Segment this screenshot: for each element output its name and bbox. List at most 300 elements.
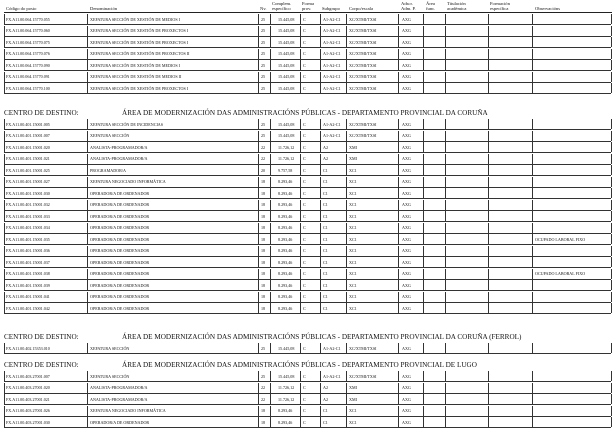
cell-border: [488, 188, 489, 198]
cell-border: [445, 154, 446, 164]
cell-border: [532, 343, 533, 353]
cell-border: [346, 303, 347, 313]
cell-subgrupo: C1: [323, 190, 328, 196]
centre-label: CENTRO DE DESTINO:: [4, 109, 79, 117]
cell-forma: C: [303, 190, 306, 196]
cell-border: [320, 223, 321, 233]
cell-border: [258, 200, 259, 210]
cell-border: [346, 246, 347, 256]
cell-border: [445, 83, 446, 93]
cell-border: [320, 343, 321, 353]
header-adscr-line2: Adm. P.: [401, 6, 416, 11]
cell-border: [423, 49, 424, 59]
row-rule: [4, 353, 611, 354]
cell-nivel: 25: [261, 39, 266, 45]
cell-adscr: AXG: [402, 305, 411, 311]
cell-border: [398, 417, 399, 427]
cell-border: [532, 280, 533, 290]
cell-border: [488, 154, 489, 164]
cell-border: [258, 246, 259, 256]
cell-border: [611, 200, 612, 210]
cell-denominacion: OPERADOR/A DE ORDENADOR: [90, 419, 150, 425]
centre-name: ÁREA DE MODERNIZACIÓN DAS ADMINISTRACIÓNS PÚBLICAS - DEPARTAMENTO PROVINCIAL DA CORUÑA (FERROL): [122, 333, 522, 341]
cell-border: [611, 49, 612, 59]
cell-denominacion: XEFATURA SECCIÓN DE XESTIÓN DE MEDIOS II: [90, 74, 182, 79]
table-row: [0, 268, 615, 280]
cell-adscr: AXG: [402, 385, 411, 390]
cell-border: [445, 142, 446, 152]
header-denominacion: Denominación: [90, 6, 118, 11]
cell-border: [87, 165, 88, 175]
cell-denominacion: OPERADOR/A DE ORDENADOR: [90, 248, 150, 253]
cell-subgrupo: A1-A2-C1: [323, 39, 341, 45]
cell-border: [4, 142, 5, 152]
cell-border: [346, 49, 347, 59]
cell-border: [398, 257, 399, 267]
cell-border: [488, 292, 489, 302]
cell-border: [398, 343, 399, 353]
cell-corpo: XC/XTMI/TXSI: [349, 51, 377, 56]
cell-border: [398, 246, 399, 256]
cell-complemento: 8.293,46: [278, 271, 293, 276]
cell-nivel: 22: [261, 156, 266, 161]
cell-border: [320, 303, 321, 313]
cell-forma: C: [303, 408, 306, 413]
cell-border: [270, 154, 271, 164]
cell-subgrupo: A1-A2-C1: [323, 74, 341, 79]
cell-border: [346, 142, 347, 152]
cell-adscr: AXG: [402, 190, 411, 196]
cell-border: [320, 49, 321, 59]
cell-nivel: 22: [261, 385, 266, 390]
cell-nivel: 18: [261, 236, 266, 242]
cell-border: [300, 119, 301, 129]
cell-border: [398, 49, 399, 59]
cell-adscr: AXG: [402, 16, 411, 22]
cell-denominacion: XEFATURA SECCIÓN DE XESTIÓN DE PROXECTOS I: [90, 28, 189, 33]
cell-border: [270, 165, 271, 175]
cell-border: [445, 303, 446, 313]
cell-border: [300, 37, 301, 47]
cell-nivel: 25: [261, 133, 266, 138]
cell-border: [423, 142, 424, 152]
cell-forma: C: [303, 167, 306, 173]
cell-border: [87, 200, 88, 210]
cell-border: [320, 371, 321, 381]
cell-border: [300, 131, 301, 141]
cell-border: [300, 60, 301, 70]
cell-border: [320, 154, 321, 164]
table-row: [0, 176, 615, 188]
table-row: [0, 130, 615, 142]
cell-border: [300, 200, 301, 210]
cell-border: [532, 83, 533, 93]
cell-adscr: AXG: [402, 408, 411, 413]
cell-border: [445, 406, 446, 416]
cell-border: [445, 211, 446, 221]
cell-adscr: AXG: [402, 39, 411, 45]
cell-border: [346, 37, 347, 47]
cell-border: [488, 49, 489, 59]
cell-complemento: 11.726,12: [278, 156, 295, 161]
cell-border: [270, 223, 271, 233]
cell-denominacion: PROGRAMADOR/A: [90, 167, 126, 173]
cell-border: [423, 257, 424, 267]
cell-codigo: FX.A11.00.064.15770.091: [6, 74, 50, 79]
cell-corpo: XC/XTMI/TXSI: [349, 121, 377, 127]
cell-subgrupo: A1-A2-C1: [323, 85, 341, 91]
cell-corpo: XC1: [349, 248, 357, 253]
cell-complemento: 8.293,46: [278, 305, 293, 311]
cell-complemento: 8.293,46: [278, 248, 293, 253]
cell-border: [423, 37, 424, 47]
table-row: [0, 48, 615, 60]
cell-complemento: 8.293,46: [278, 259, 293, 265]
table-row: [0, 59, 615, 71]
cell-border: [346, 131, 347, 141]
cell-border: [87, 14, 88, 24]
cell-border: [532, 142, 533, 152]
cell-border: [611, 269, 612, 279]
cell-border: [532, 246, 533, 256]
cell-codigo: FX.A11.00.401.15001.032: [6, 202, 50, 207]
cell-border: [611, 211, 612, 221]
cell-border: [300, 234, 301, 244]
cell-border: [258, 177, 259, 187]
cell-border: [4, 292, 5, 302]
table-row: [0, 153, 615, 165]
cell-nivel: 18: [261, 408, 266, 413]
cell-border: [346, 371, 347, 381]
cell-border: [87, 49, 88, 59]
cell-border: [300, 211, 301, 221]
cell-border: [346, 406, 347, 416]
cell-subgrupo: A1-A2-C1: [323, 133, 341, 138]
cell-border: [4, 280, 5, 290]
cell-complemento: 15.445,08: [278, 39, 295, 45]
cell-adscr: AXG: [402, 85, 411, 91]
cell-nivel: 18: [261, 179, 266, 184]
cell-forma: C: [303, 51, 306, 56]
cell-border: [532, 406, 533, 416]
cell-border: [445, 257, 446, 267]
cell-border: [300, 246, 301, 256]
cell-border: [300, 371, 301, 381]
cell-forma: C: [303, 39, 306, 45]
cell-complemento: 8.293,46: [278, 419, 293, 425]
cell-subgrupo: A1-A2-C1: [323, 62, 341, 68]
cell-denominacion: XEFATURA SECCIÓN DE XESTIÓN DE PROXECTOS I: [90, 85, 189, 91]
cell-border: [320, 142, 321, 152]
cell-border: [4, 269, 5, 279]
cell-border: [270, 49, 271, 59]
cell-forma: C: [303, 271, 306, 276]
cell-border: [488, 72, 489, 82]
cell-border: [398, 37, 399, 47]
cell-border: [270, 14, 271, 24]
cell-border: [346, 188, 347, 198]
cell-border: [423, 417, 424, 427]
table-row: [0, 36, 615, 48]
cell-adscr: AXG: [402, 259, 411, 265]
cell-border: [445, 280, 446, 290]
cell-border: [300, 165, 301, 175]
cell-border: [346, 292, 347, 302]
cell-codigo: FX.A11.00.401.15001.041: [6, 294, 50, 299]
cell-codigo: FX.A11.00.064.15770.100: [6, 85, 50, 91]
row-rule: [4, 313, 611, 314]
cell-complemento: 8.293,46: [278, 202, 293, 207]
cell-border: [611, 280, 612, 290]
cell-border: [423, 292, 424, 302]
cell-border: [270, 343, 271, 353]
cell-nivel: 18: [261, 282, 266, 288]
cell-codigo: FX.A11.00.064.15770.076: [6, 51, 50, 56]
cell-subgrupo: C1: [323, 225, 328, 230]
cell-forma: C: [303, 85, 306, 91]
cell-complemento: 15.445,08: [278, 16, 295, 22]
cell-border: [87, 119, 88, 129]
cell-denominacion: ANALISTA-PROGRAMADOR/A: [90, 385, 148, 390]
cell-border: [320, 60, 321, 70]
cell-border: [488, 177, 489, 187]
cell-border: [611, 177, 612, 187]
cell-subgrupo: A2: [323, 385, 329, 390]
cell-corpo: XC1: [349, 419, 357, 425]
cell-nivel: 25: [261, 16, 266, 22]
cell-subgrupo: A2: [323, 144, 329, 150]
cell-border: [270, 142, 271, 152]
cell-subgrupo: C1: [323, 179, 328, 184]
cell-border: [258, 37, 259, 47]
cell-border: [4, 177, 5, 187]
cell-border: [445, 49, 446, 59]
cell-corpo: XC1: [349, 202, 357, 207]
cell-denominacion: OPERADOR/A DE ORDENADOR: [90, 225, 150, 230]
cell-border: [423, 177, 424, 187]
cell-codigo: FX.A11.00.401.15001.038: [6, 271, 50, 276]
cell-subgrupo: C1: [323, 248, 328, 253]
cell-border: [300, 280, 301, 290]
cell-subgrupo: A2: [323, 156, 329, 161]
cell-border: [532, 383, 533, 393]
cell-adscr: AXG: [402, 294, 411, 299]
cell-border: [423, 188, 424, 198]
cell-border: [87, 37, 88, 47]
cell-adscr: AXG: [402, 133, 411, 138]
cell-border: [300, 177, 301, 187]
cell-border: [270, 60, 271, 70]
cell-border: [488, 14, 489, 24]
table-row: [0, 210, 615, 222]
cell-border: [4, 303, 5, 313]
cell-nivel: 18: [261, 294, 266, 299]
cell-denominacion: OPERADOR/A DE ORDENADOR: [90, 236, 150, 242]
cell-border: [611, 223, 612, 233]
cell-border: [398, 383, 399, 393]
table-row: [0, 405, 615, 417]
cell-denominacion: XEFATURA SECCIÓN DE XESTIÓN DE MEDIOS I: [90, 16, 180, 22]
cell-border: [300, 417, 301, 427]
cell-denominacion: OPERADOR/A DE ORDENADOR: [90, 213, 150, 219]
cell-border: [4, 83, 5, 93]
cell-border: [270, 394, 271, 404]
cell-border: [611, 257, 612, 267]
cell-border: [445, 292, 446, 302]
cell-border: [346, 343, 347, 353]
cell-border: [398, 223, 399, 233]
cell-border: [532, 154, 533, 164]
cell-observacions: OCUPADO LABORAL FIXO: [535, 271, 586, 276]
cell-border: [320, 26, 321, 36]
cell-complemento: 15.445,08: [278, 85, 295, 91]
cell-complemento: 15.445,08: [278, 74, 295, 79]
cell-border: [346, 223, 347, 233]
cell-border: [258, 417, 259, 427]
cell-border: [270, 371, 271, 381]
cell-codigo: FX.A11.00.403.27001.030: [6, 419, 50, 425]
cell-border: [346, 394, 347, 404]
cell-border: [258, 406, 259, 416]
table-row: [0, 245, 615, 257]
cell-border: [445, 343, 446, 353]
cell-border: [270, 131, 271, 141]
cell-border: [300, 383, 301, 393]
cell-complemento: 15.445,08: [278, 345, 295, 351]
cell-border: [300, 223, 301, 233]
cell-corpo: XC/XTMI/TXSI: [349, 16, 377, 22]
cell-codigo: FX.A11.00.401.15001.035: [6, 236, 50, 242]
cell-border: [4, 371, 5, 381]
cell-border: [488, 223, 489, 233]
cell-border: [423, 246, 424, 256]
cell-border: [258, 280, 259, 290]
cell-border: [346, 72, 347, 82]
cell-adscr: AXG: [402, 179, 411, 184]
cell-subgrupo: C1: [323, 236, 328, 242]
cell-forma: C: [303, 144, 306, 150]
cell-border: [611, 119, 612, 129]
cell-border: [320, 234, 321, 244]
cell-border: [4, 223, 5, 233]
cell-border: [346, 211, 347, 221]
cell-codigo: FX.A11.00.401.15001.033: [6, 213, 50, 219]
cell-border: [445, 371, 446, 381]
cell-adscr: AXG: [402, 202, 411, 207]
cell-border: [532, 371, 533, 381]
cell-border: [532, 14, 533, 24]
cell-border: [87, 406, 88, 416]
cell-border: [4, 246, 5, 256]
cell-border: [270, 37, 271, 47]
cell-border: [87, 257, 88, 267]
cell-border: [423, 211, 424, 221]
centre-name: ÁREA DE MODERNIZACIÓN DAS ADMINISTRACIÓNS PÚBLICAS - DEPARTAMENTO PROVINCIAL DA CORUÑA: [122, 109, 488, 117]
cell-subgrupo: A1-A2-C1: [323, 373, 341, 379]
cell-corpo: XC/XTMI/TXSI: [349, 345, 377, 351]
cell-border: [258, 60, 259, 70]
cell-border: [270, 72, 271, 82]
cell-forma: C: [303, 74, 306, 79]
cell-border: [320, 394, 321, 404]
cell-border: [270, 200, 271, 210]
cell-border: [611, 406, 612, 416]
cell-border: [258, 49, 259, 59]
cell-border: [346, 200, 347, 210]
cell-observacions: OCUPADO LABORAL FIXO: [535, 236, 586, 242]
cell-border: [423, 223, 424, 233]
table-row: [0, 141, 615, 153]
cell-border: [488, 303, 489, 313]
cell-border: [300, 406, 301, 416]
cell-border: [300, 72, 301, 82]
cell-border: [87, 280, 88, 290]
table-row: [0, 370, 615, 382]
cell-complemento: 11.726,12: [278, 385, 295, 390]
cell-border: [445, 177, 446, 187]
cell-border: [346, 417, 347, 427]
cell-nivel: 25: [261, 28, 266, 33]
cell-complemento: 11.726,12: [278, 144, 295, 150]
cell-border: [532, 417, 533, 427]
cell-forma: C: [303, 225, 306, 230]
cell-border: [270, 211, 271, 221]
cell-codigo: FX.A11.00.401.15001.027: [6, 179, 50, 184]
cell-nivel: 18: [261, 202, 266, 207]
cell-border: [488, 200, 489, 210]
cell-border: [346, 26, 347, 36]
cell-border: [398, 119, 399, 129]
cell-border: [532, 211, 533, 221]
cell-border: [270, 83, 271, 93]
cell-border: [488, 234, 489, 244]
cell-codigo: FX.A11.00.403.27001.021: [6, 396, 50, 402]
cell-border: [398, 26, 399, 36]
cell-border: [398, 72, 399, 82]
cell-border: [423, 119, 424, 129]
cell-codigo: FX.A11.00.403.27001.007: [6, 373, 50, 379]
cell-border: [398, 394, 399, 404]
cell-complemento: 11.726,12: [278, 396, 295, 402]
cell-subgrupo: A1-A2-C1: [323, 345, 341, 351]
cell-border: [4, 72, 5, 82]
cell-complemento: 8.293,46: [278, 282, 293, 288]
cell-border: [488, 37, 489, 47]
cell-codigo: FX.A11.00.401.15001.036: [6, 248, 50, 253]
cell-forma: C: [303, 419, 306, 425]
cell-border: [398, 211, 399, 221]
cell-complemento: 8.293,46: [278, 179, 293, 184]
cell-border: [532, 257, 533, 267]
cell-border: [346, 165, 347, 175]
cell-border: [87, 269, 88, 279]
cell-denominacion: XEFATURA SECCIÓN: [90, 373, 130, 379]
cell-denominacion: OPERADOR/A DE ORDENADOR: [90, 294, 150, 299]
cell-border: [488, 280, 489, 290]
cell-forma: C: [303, 179, 306, 184]
cell-codigo: FX.A11.00.064.15770.075: [6, 39, 50, 45]
cell-border: [4, 211, 5, 221]
cell-border: [488, 131, 489, 141]
cell-border: [300, 394, 301, 404]
cell-subgrupo: C1: [323, 282, 328, 288]
cell-subgrupo: A1-A2-C1: [323, 28, 341, 33]
cell-forma: C: [303, 121, 306, 127]
header-complemento-line2: específico: [272, 6, 291, 11]
cell-adscr: AXG: [402, 282, 411, 288]
cell-border: [320, 200, 321, 210]
cell-border: [270, 383, 271, 393]
